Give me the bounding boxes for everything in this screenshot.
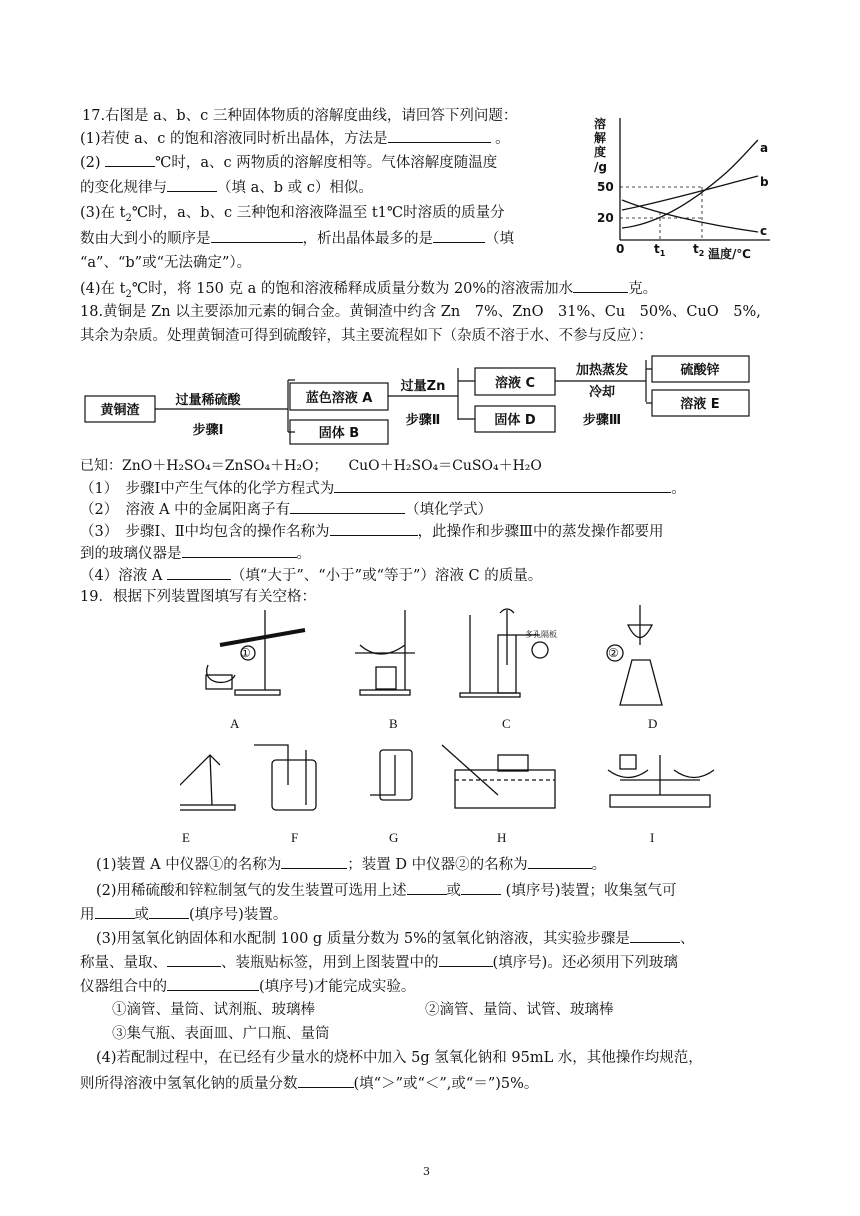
flow-step2-label: 步骤Ⅱ <box>405 413 441 428</box>
q19-blank-2[interactable] <box>528 854 592 869</box>
flow-step1-label: 步骤Ⅰ <box>192 423 224 438</box>
mark-1: ① <box>240 646 251 660</box>
q18-sub3-text3: 到的玻璃仪器是 <box>80 546 182 562</box>
q17-part3-text: (3)在 t <box>80 205 126 221</box>
q19-blank-5[interactable] <box>95 904 135 919</box>
q18-sub4 <box>80 565 542 586</box>
porous-plate-label: 多孔隔板 <box>525 630 557 639</box>
chart-y20: 20 <box>597 211 614 225</box>
q18-sub1 <box>80 478 686 499</box>
q19-p8-text: 则所得溶液中氢氧化钠的质量分数 <box>80 1076 298 1092</box>
q17-blank-5[interactable] <box>433 228 485 243</box>
q17-part2-end: （填 a、b 或 c）相似。 <box>217 180 373 196</box>
flow-arrow3a-label: 加热蒸发 <box>575 363 629 378</box>
q19-p3-text: 用 <box>80 907 95 923</box>
q18-sub2-end: （填化学式） <box>405 502 493 518</box>
q19-blank-11[interactable] <box>298 1073 354 1088</box>
q17-line4 <box>80 177 373 198</box>
flow-step3-label: 步骤Ⅲ <box>582 413 622 428</box>
q18-line2: 其余为杂质。处理黄铜渣可得到硫酸锌，其主要流程如下（杂质不溶于水、不参与反应）： <box>80 328 653 344</box>
q18-sub4-text: （4）溶液 A <box>80 568 163 584</box>
q19-option-2: ②滴管、量筒、试管、玻璃棒 <box>425 1002 614 1018</box>
flow-arrow3b-label: 冷却 <box>588 385 616 400</box>
q17-blank-1[interactable] <box>388 128 491 143</box>
q19-p1 <box>96 854 606 875</box>
q19-blank-3[interactable] <box>407 880 447 895</box>
q19-p6 <box>80 976 415 997</box>
flow-boxB-label: 固体 B <box>318 426 360 441</box>
q19-p5-text3: (填序号)。还必须用下列玻璃 <box>492 955 678 971</box>
curve-b <box>622 176 758 210</box>
q17-part4-text2: ℃时，将 150 克 a 的饱和溶液稀释成质量分数为 20%的溶液需加水 <box>131 281 574 297</box>
apparatus-f <box>254 745 316 810</box>
q18-sub3-text: （3） 步骤Ⅰ、Ⅱ中均包含的操作名称为 <box>80 524 330 540</box>
q18-sub3-text2: ，此操作和步骤Ⅲ中的蒸发操作都要用 <box>417 524 664 540</box>
q18-sub1-text: （1） 步骤Ⅰ中产生气体的化学方程式为 <box>80 481 335 497</box>
label-h: H <box>497 830 507 845</box>
q17-part2-num: (2) <box>80 155 101 171</box>
q18-blank-4[interactable] <box>182 543 297 558</box>
q19-blank-7[interactable] <box>630 928 680 943</box>
apparatus-e <box>180 755 235 810</box>
q17-part3-text4: ，析出晶体最多的是 <box>302 231 433 247</box>
label-e: E <box>182 830 190 845</box>
q17-t2-sub2: 2 <box>125 288 132 300</box>
flow-boxC-label: 溶液 C <box>494 376 536 391</box>
label-b: B <box>389 716 398 731</box>
q19-p3 <box>80 904 287 925</box>
q19-p1-text: (1)装置 A 中仪器①的名称为 <box>96 857 282 873</box>
q19-blank-9[interactable] <box>439 952 493 967</box>
q19-p3-end: (填序号)装置。 <box>189 907 288 923</box>
page-number: 3 <box>423 1165 430 1178</box>
flow-boxE-label: 溶液 E <box>680 397 720 412</box>
flow-boxA-label: 蓝色溶液 A <box>305 391 373 406</box>
q17-blank-4[interactable] <box>211 228 303 243</box>
q19-option-1: ①滴管、量筒、试剂瓶、玻璃棒 <box>112 1002 315 1018</box>
q17-blank-6[interactable] <box>573 278 628 293</box>
q19-blank-8[interactable] <box>167 952 221 967</box>
q19-blank-10[interactable] <box>167 976 259 991</box>
q19-p8 <box>80 1073 538 1094</box>
apparatus-h <box>442 745 555 808</box>
chart-ylabel-0: 溶 <box>594 117 607 131</box>
q19-p7: (4)若配制过程中，在已经有少量水的烧杯中加入 5g 氢氧化钠和 95mL 水，其他操作均规范， <box>96 1050 703 1066</box>
q19-p1-end: 。 <box>591 857 607 873</box>
label-g: G <box>389 830 399 845</box>
q19-p2-or: 或 <box>446 883 462 899</box>
q19-p1-text2: ；装置 D 中仪器②的名称为 <box>347 857 528 873</box>
q18-sub3-end: 。 <box>296 546 311 562</box>
chart-xlabel: 温度/℃ <box>708 247 751 261</box>
chart-t2: $t_2$ <box>693 242 705 258</box>
curve-a-label: a <box>760 141 769 155</box>
q17-line6 <box>80 228 514 249</box>
q18-sub2 <box>80 499 492 520</box>
apparatus-a <box>206 610 305 695</box>
q17-part3-text3: 数由大到小的顺序是 <box>80 231 211 247</box>
chart-ylabel-1: 解 <box>594 131 607 145</box>
q19-p2-text: (2)用稀硫酸和锌粒制氢气的发生装置可选用上述 <box>96 883 407 899</box>
apparatus-c <box>460 609 548 697</box>
flow-arrow1-label: 过量稀硫酸 <box>175 393 241 408</box>
flow-arrow2-label: 过量Zn <box>400 379 446 394</box>
q17-part4-end: 克。 <box>628 281 658 297</box>
curve-b-label: b <box>760 175 769 189</box>
q19-p4 <box>96 928 694 949</box>
q18-sub2-text: （2） 溶液 A 中的金属阳离子有 <box>80 502 291 518</box>
q18-blank-2[interactable] <box>290 499 405 514</box>
q19-option-3: ③集气瓶、表面皿、广口瓶、量筒 <box>112 1026 330 1042</box>
process-flow-diagram <box>80 350 800 450</box>
q17-line1: 17.右图是 a、b、c 三种固体物质的溶解度曲线，请回答下列问题： <box>82 108 518 124</box>
chart-origin: 0 <box>616 242 625 256</box>
solubility-chart <box>592 112 782 268</box>
q19-p3-or: 或 <box>134 907 149 923</box>
flow-boxD-label: 固体 D <box>494 413 536 428</box>
q17-part1-text: (1)若使 a、c 的饱和溶液同时析出晶体，方法是 <box>80 131 388 147</box>
q18-sub1-end: 。 <box>671 481 686 497</box>
q19-p2 <box>96 880 676 901</box>
q19-p5-text: 称量、量取、 <box>80 955 167 971</box>
q17-line3 <box>80 152 497 173</box>
label-a: A <box>230 716 240 731</box>
flow-branch-3-ticks <box>646 369 652 403</box>
flow-branch-1-ticks <box>288 380 295 432</box>
q19-line1: 19．根据下列装置图填写有关空格： <box>80 589 316 605</box>
q18-sub4-text2: （填“大于”、“小于”或“等于”）溶液 C 的质量。 <box>230 568 543 584</box>
q17-line8 <box>80 278 657 305</box>
apparatus-b <box>355 610 415 695</box>
q18-blank-1[interactable] <box>334 478 671 493</box>
q17-t2-sub: 2 <box>125 212 132 224</box>
q19-p5-text2: 、装瓶贴标签，用到上图装置中的 <box>221 955 439 971</box>
flow-branch-2-ticks <box>458 381 475 419</box>
q19-blank-1[interactable] <box>281 854 347 869</box>
q19-blank-4[interactable] <box>461 880 501 895</box>
label-i: I <box>650 830 655 845</box>
apparatus-i <box>608 755 714 807</box>
label-d: D <box>648 716 658 731</box>
flow-znso4-label: 硫酸锌 <box>680 363 720 378</box>
curve-a <box>622 140 758 228</box>
curve-c <box>622 200 758 232</box>
q17-part2-text2: 的变化规律与 <box>80 180 167 196</box>
chart-y50: 50 <box>597 180 614 194</box>
chart-t1: $t_1$ <box>654 242 666 258</box>
chart-ylabel-2: 度 <box>594 145 607 159</box>
q18-sub3b <box>80 543 311 564</box>
apparatus-g <box>370 750 412 800</box>
q19-p4-end: 、 <box>679 931 695 947</box>
q17-part1-end: 。 <box>495 131 510 147</box>
label-c: C <box>502 716 511 731</box>
q17-part2-text: ℃时，a、c 两物质的溶解度相等。气体溶解度随温度 <box>155 155 498 171</box>
q17-part4-text: (4)在 t <box>80 281 126 297</box>
q19-p2-text2: (填序号)装置；收集氢气可 <box>505 883 677 899</box>
curve-c-label: c <box>760 224 768 238</box>
q19-p5 <box>80 952 678 973</box>
chart-ylabel-3: /g <box>594 160 607 174</box>
mark-2: ② <box>608 646 619 660</box>
flow-start-label: 黄铜渣 <box>100 403 140 418</box>
q19-blank-6[interactable] <box>149 904 189 919</box>
q17-part3-text5: （填 <box>485 231 514 247</box>
q19-p4-text: (3)用氢氧化钠固体和水配制 100 g 质量分数为 5%的氢氧化钠溶液，其实验步骤是 <box>96 931 630 947</box>
q18-blank-5[interactable] <box>167 565 231 580</box>
q17-line5 <box>80 203 505 229</box>
q17-blank-2[interactable] <box>105 152 155 167</box>
q19-p8-end: (填“＞”或“＜”,或“＝”)5%。 <box>353 1076 539 1092</box>
q18-blank-3[interactable] <box>330 521 418 536</box>
q18-sub3 <box>80 521 664 542</box>
q17-part3-text2: ℃时，a、b、c 三种饱和溶液降温至 t1℃时溶质的质量分 <box>131 205 505 221</box>
q17-line7: “a”、“b”或“无法确定”）。 <box>80 255 252 271</box>
q19-p6-text: 仪器组合中的 <box>80 979 167 995</box>
label-f: F <box>291 830 299 845</box>
q19-p6-end: (填序号)才能完成实验。 <box>259 979 416 995</box>
q17-line2 <box>80 128 510 149</box>
q18-known: 已知：ZnO＋H₂SO₄＝ZnSO₄＋H₂O； CuO＋H₂SO₄＝CuSO₄＋H₂O <box>80 458 542 474</box>
q18-line1: 18.黄铜是 Zn 以主要添加元素的铜合金。黄铜渣中约含 Zn 7%、ZnO 31%、Cu 50%、CuO 5%, <box>80 304 761 320</box>
q17-blank-3[interactable] <box>167 177 217 192</box>
